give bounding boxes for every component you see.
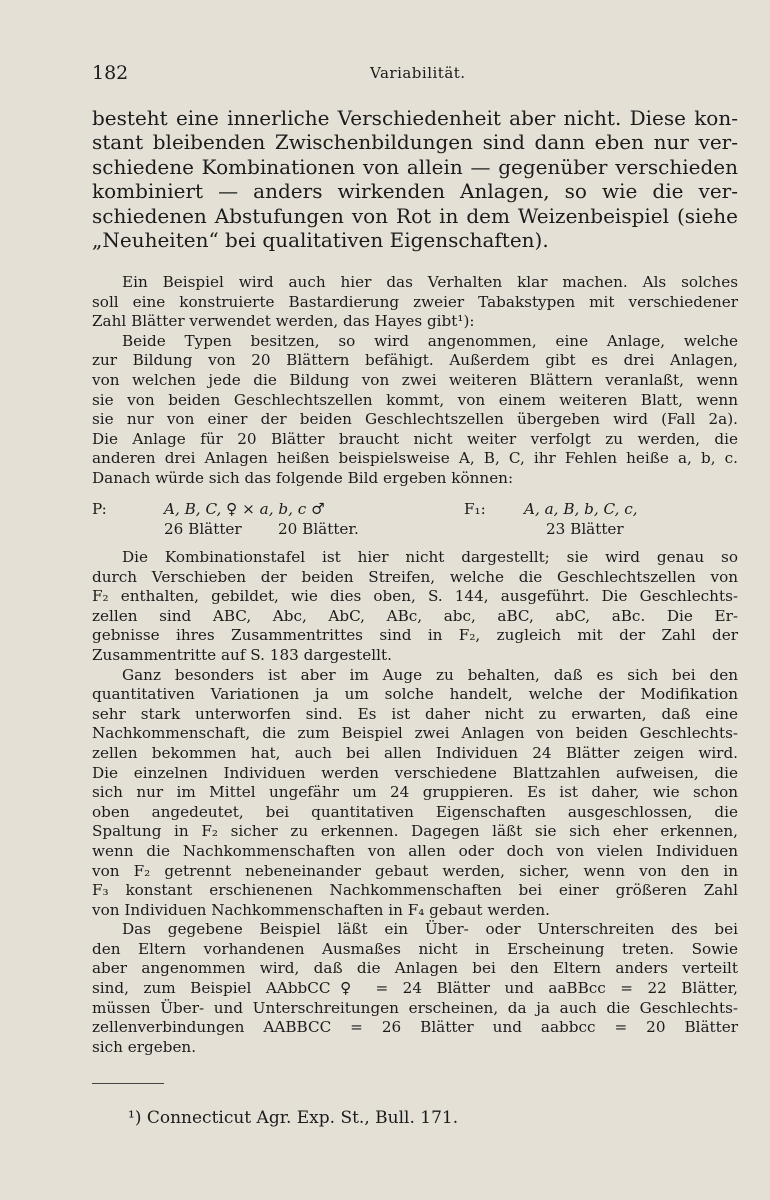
text-line: Die Anlage für 20 Blätter braucht nicht weiter verfolgt zu werden, die — [92, 429, 738, 448]
text-line: sie nur von einer der beiden Geschlechtszellen übergeben wird (Fall 2a). — [92, 410, 738, 429]
text-line: müssen Über- und Unterschreitungen erscheinen, da ja auch die Geschlechts- — [92, 998, 738, 1017]
text-line: F₂ enthalten, gebildet, wie dies oben, S. 144, ausgeführt. Die Geschlechts- — [92, 587, 738, 606]
text-line: oben angedeutet, bei quantitativen Eigenschaften ausgeschlossen, die — [92, 802, 738, 821]
text-line: Ein Beispiel wird auch hier das Verhalten klar machen. Als solches — [122, 273, 738, 291]
page-header — [92, 62, 730, 86]
text-line: wenn die Nachkommenschaften von allen oder doch von vielen Individuen — [92, 841, 738, 860]
f1-leaves: 23 Blätter — [546, 520, 624, 538]
text-line: stant bleibenden Zwischenbildungen sind dann eben nur ver- — [92, 130, 738, 155]
p-leaves-right: 20 Blätter. — [278, 520, 359, 538]
text-line: von welchen jede die Bildung von zwei weiteren Blättern veranlaßt, wenn — [92, 370, 738, 389]
text-line: sind, zum Beispiel AAbbCC♀ = 24 Blätter und aaBBcc = 22 Blätter, — [92, 979, 738, 998]
text-line: durch Verschieben der beiden Streifen, welche die Geschlechtszellen von — [92, 567, 738, 586]
text-line: Die einzelnen Individuen werden verschiedene Blattzahlen aufweisen, die — [92, 763, 738, 782]
text-line: Danach würde sich das folgende Bild ergeben können: — [92, 468, 514, 487]
intro-paragraph — [92, 106, 738, 252]
text-line: soll eine konstruierte Bastardierung zweier Tabakstypen mit verschiedener — [92, 292, 738, 311]
text-line: schiedene Kombinationen von allein — gegenüber verschieden — [92, 154, 738, 179]
text-line: Beide Typen besitzen, so wird angenommen, eine Anlage, welche — [122, 331, 738, 350]
text-line: zellen bekommen hat, auch bei allen Individuen 24 Blätter zeigen wird. — [92, 743, 738, 762]
text-line: schiedenen Abstufungen von Rot in dem Weizenbeispiel (siehe — [92, 203, 738, 228]
text-line: quantitativen Variationen ja um solche handelt, welche der Modifikation — [92, 685, 738, 704]
text-line: besteht eine innerliche Verschiedenheit aber nicht. Diese kon- — [92, 106, 738, 130]
footnote: ¹) Connecticut Agr. Exp. St., Bull. 171. — [128, 1108, 459, 1128]
text-line: anderen drei Anlagen heißen beispielsweise A, B, C, ihr Fehlen heiße a, b, c. — [92, 449, 738, 468]
text-line: Zusammentritte auf S. 183 dargestellt. — [92, 645, 392, 664]
text-line: zellen sind ABC, Abc, AbC, ABc, abc, aBC, abC, aBc. Die Er- — [92, 606, 738, 625]
text-line: Die Kombinationstafel ist hier nicht dargestellt; sie wird genau so — [122, 548, 738, 566]
footnote-rule — [92, 1083, 164, 1084]
text-line: sich ergeben. — [92, 1037, 197, 1056]
text-line: Das gegebene Beispiel läßt ein Über- oder Unterschreiten des bei — [122, 920, 738, 939]
page-number: 182 — [92, 62, 129, 84]
f1-formula: A, a, B, b, C, c, — [524, 500, 638, 518]
p-label: P: — [92, 500, 107, 518]
text-line: sie von beiden Geschlechtszellen kommt, von einem weiteren Blatt, wenn — [92, 390, 738, 409]
text-line: zellenverbindungen AABBCC = 26 Blätter und aabbcc = 20 Blätter — [92, 1018, 738, 1037]
f1-label: F₁: — [464, 500, 486, 518]
main-small-text — [92, 548, 738, 1057]
text-line: gebnisse ihres Zusammentrittes sind in F₂, zugleich mit der Zahl der — [92, 626, 738, 645]
text-line: aber angenommen wird, daß die Anlagen bei den Eltern anders verteilt — [92, 959, 738, 978]
cross-example — [92, 500, 738, 540]
text-line: Zahl Blätter verwendet werden, das Hayes gibt¹): — [92, 312, 475, 331]
text-line: Spaltung in F₂ sicher zu erkennen. Dagegen läßt sie sich eher erkennen, — [92, 822, 738, 841]
text-line: „Neuheiten“ bei qualitativen Eigenschaften). — [92, 228, 549, 253]
text-line: Nachkommenschaft, die zum Beispiel zwei Anlagen von beiden Geschlechts- — [92, 724, 738, 743]
p-formula: A, B, C, ♀ × a, b, c ♂ — [164, 500, 325, 518]
text-line: kombiniert — anders wirkenden Anlagen, so wie die ver- — [92, 179, 738, 204]
example-intro-block — [92, 273, 738, 489]
text-line: von F₂ getrennt nebeneinander gebaut werden, sicher, wenn von den in — [92, 861, 738, 880]
text-line: F₃ konstant erschienenen Nachkommenschaften bei einer größeren Zahl — [92, 881, 738, 900]
text-line: zur Bildung von 20 Blättern befähigt. Außerdem gibt es drei Anlagen, — [92, 351, 738, 370]
text-line: sich nur im Mittel ungefähr um 24 gruppieren. Es ist daher, wie schon — [92, 783, 738, 802]
p-leaves-left: 26 Blätter — [164, 520, 242, 538]
text-line: Ganz besonders ist aber im Auge zu behalten, daß es sich bei den — [122, 665, 738, 684]
text-line: den Eltern vorhandenen Ausmaßes nicht in Erscheinung treten. Sowie — [92, 939, 738, 958]
running-title: Variabilität. — [370, 64, 466, 82]
text-line: von Individuen Nachkommenschaften in F₄ gebaut werden. — [92, 900, 550, 919]
text-line: sehr stark unterworfen sind. Es ist daher nicht zu erwarten, daß eine — [92, 704, 738, 723]
